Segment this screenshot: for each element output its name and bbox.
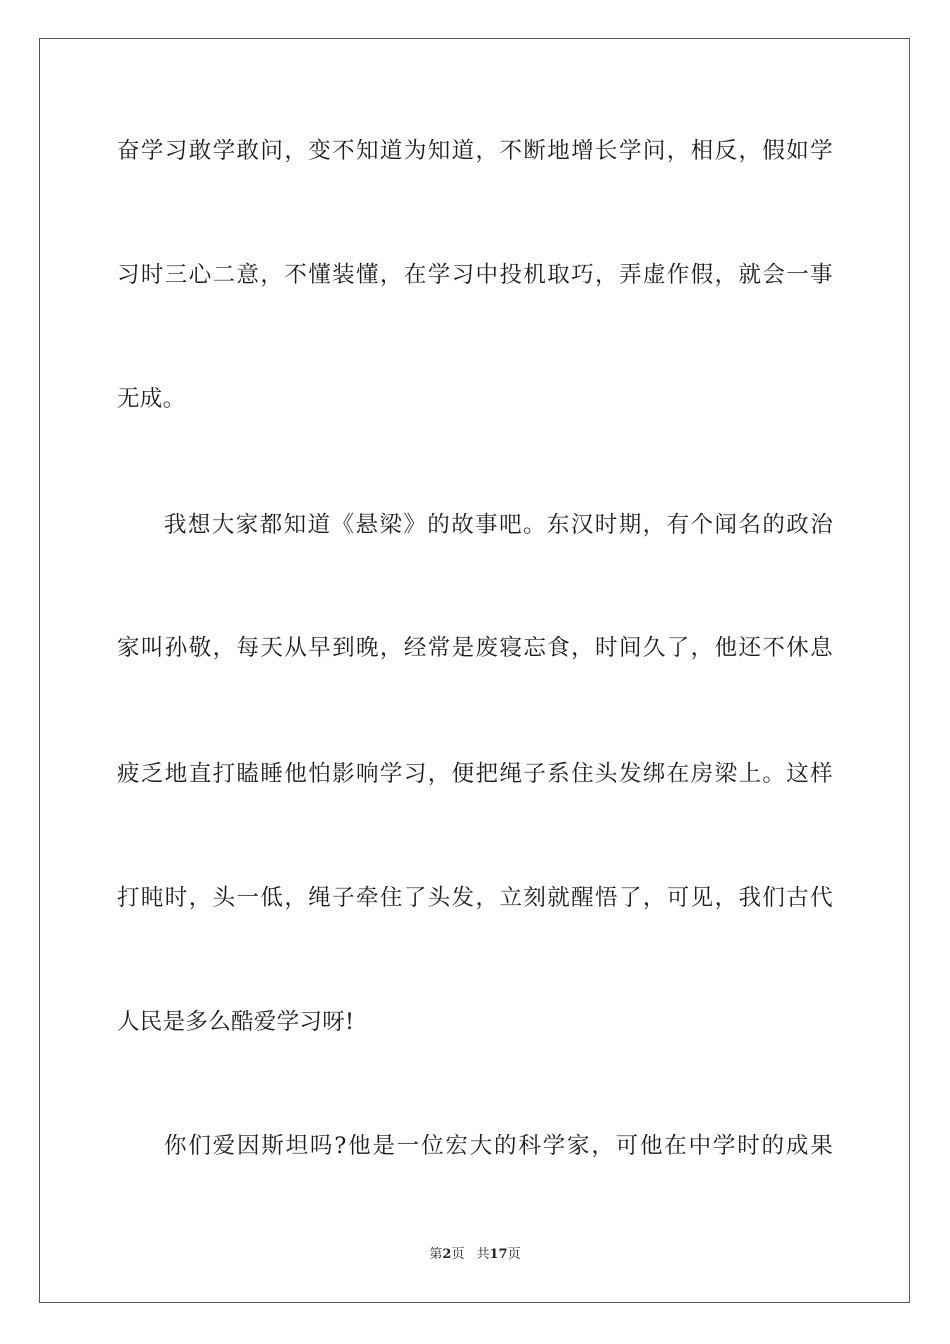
body-text-line: 家叫孙敬，每天从早到晚，经常是废寝忘食，时间久了，他还不休息: [117, 635, 833, 661]
page-number: 2: [442, 1247, 452, 1262]
page-frame: [39, 38, 910, 1303]
body-text-line: 打盹时，头一低，绳子牵住了头发，立刻就醒悟了，可见，我们古代: [117, 885, 833, 911]
body-text-line: 人民是多么酷爱学习呀!: [117, 1009, 355, 1035]
body-text-line: 疲乏地直打瞌睡他怕影响学习，便把绳子系住头发绑在房梁上。这样: [117, 761, 833, 787]
page-label: 第2页: [429, 1247, 465, 1262]
body-text-line: 习时三心二意，不懂装懂，在学习中投机取巧，弄虚作假，就会一事: [117, 262, 833, 288]
body-text-line: 无成。: [117, 386, 186, 412]
paragraph-start-line: 你们爱因斯坦吗?他是一位宏大的科学家，可他在中学时的成果: [164, 1133, 833, 1159]
page-footer: [0, 1246, 950, 1264]
total-pages-label: 共17页: [476, 1247, 521, 1262]
body-text-line: 奋学习敢学敢问，变不知道为知道，不断地增长学问，相反，假如学: [117, 138, 833, 164]
paragraph-start-line: 我想大家都知道《悬梁》的故事吧。东汉时期，有个闻名的政治: [164, 512, 833, 538]
total-pages: 17: [489, 1247, 508, 1262]
